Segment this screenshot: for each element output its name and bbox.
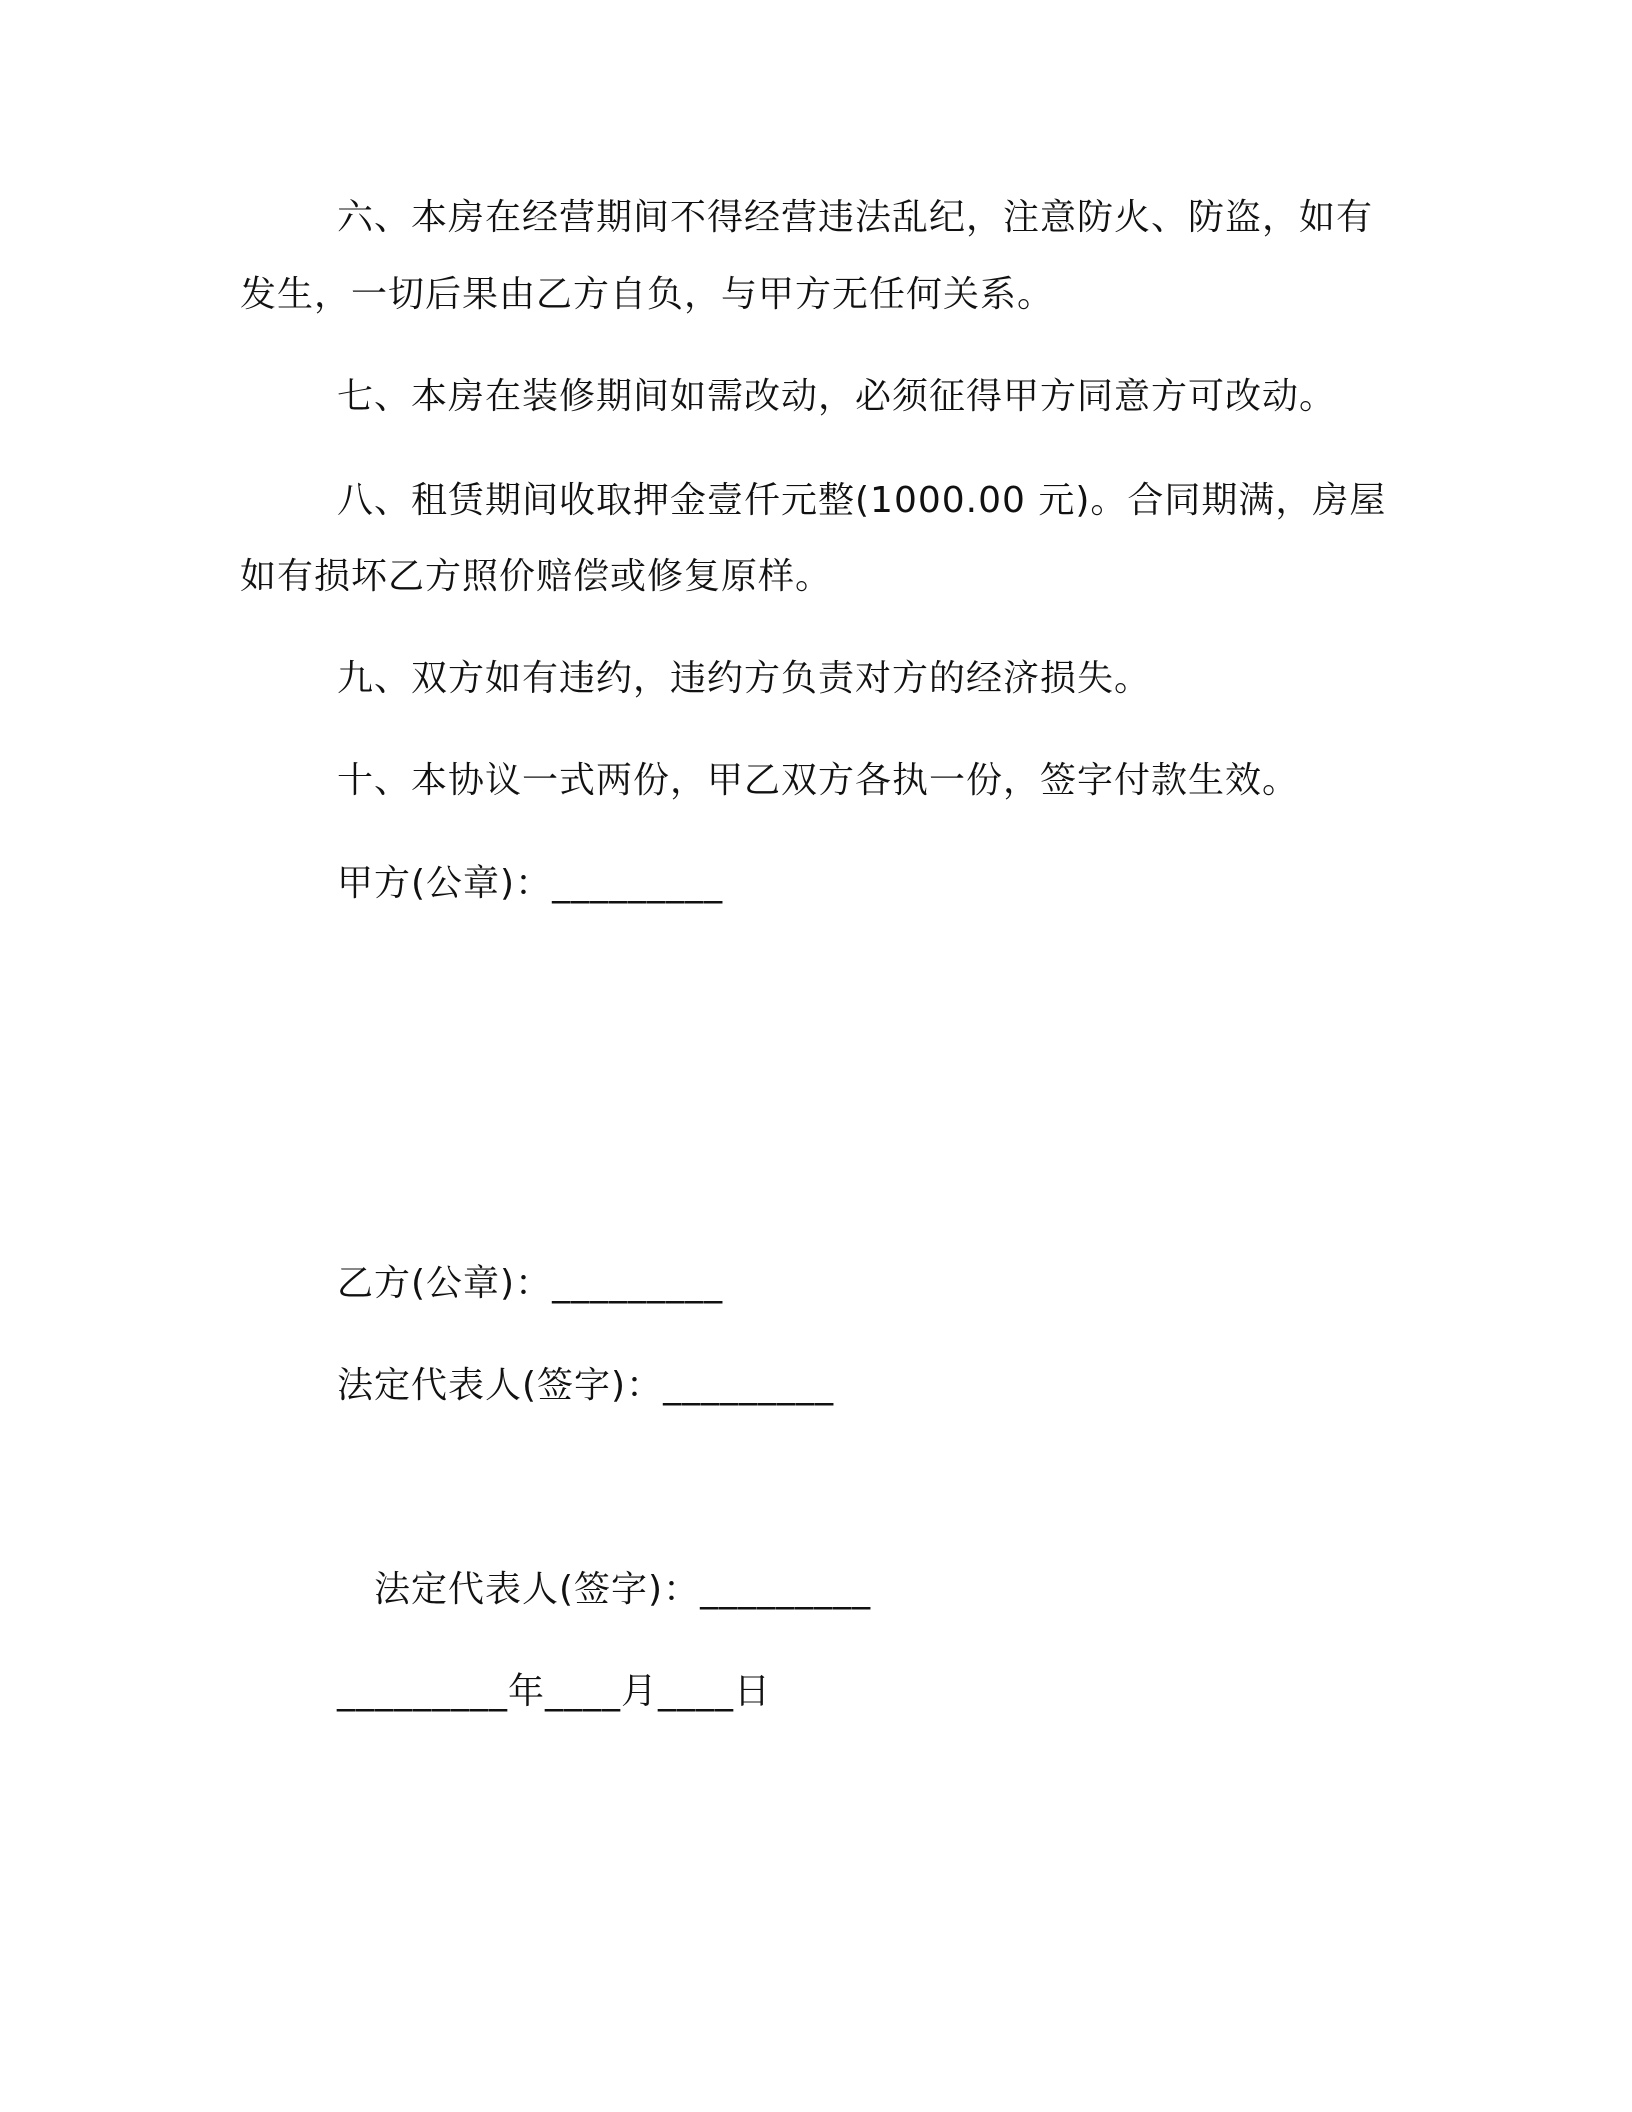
clause-10: 十、本协议一式两份，甲乙双方各执一份，签字付款生效。 bbox=[337, 760, 1300, 801]
legal-representative-signature-2: 法定代表人(签字)：_________ bbox=[374, 1569, 872, 1610]
clause-6-line-2: 发生，一切后果由乙方自负，与甲方无任何关系。 bbox=[240, 274, 1055, 315]
clause-8-line-2: 如有损坏乙方照价赔偿或修复原样。 bbox=[240, 556, 833, 597]
party-a-seal-line: 甲方(公章)：_________ bbox=[337, 863, 724, 904]
date-line: _________年____月____日 bbox=[337, 1671, 771, 1712]
clause-6-line-1: 六、本房在经营期间不得经营违法乱纪，注意防火、防盗，如有 bbox=[337, 197, 1374, 238]
clause-7: 七、本房在装修期间如需改动，必须征得甲方同意方可改动。 bbox=[337, 376, 1337, 417]
party-b-seal-line: 乙方(公章)：_________ bbox=[337, 1263, 724, 1304]
clause-9: 九、双方如有违约，违约方负责对方的经济损失。 bbox=[337, 658, 1152, 699]
clause-8-line-1: 八、租赁期间收取押金壹仟元整(1000.00 元)。合同期满，房屋 bbox=[337, 480, 1387, 521]
legal-representative-signature-1: 法定代表人(签字)：_________ bbox=[337, 1365, 835, 1406]
